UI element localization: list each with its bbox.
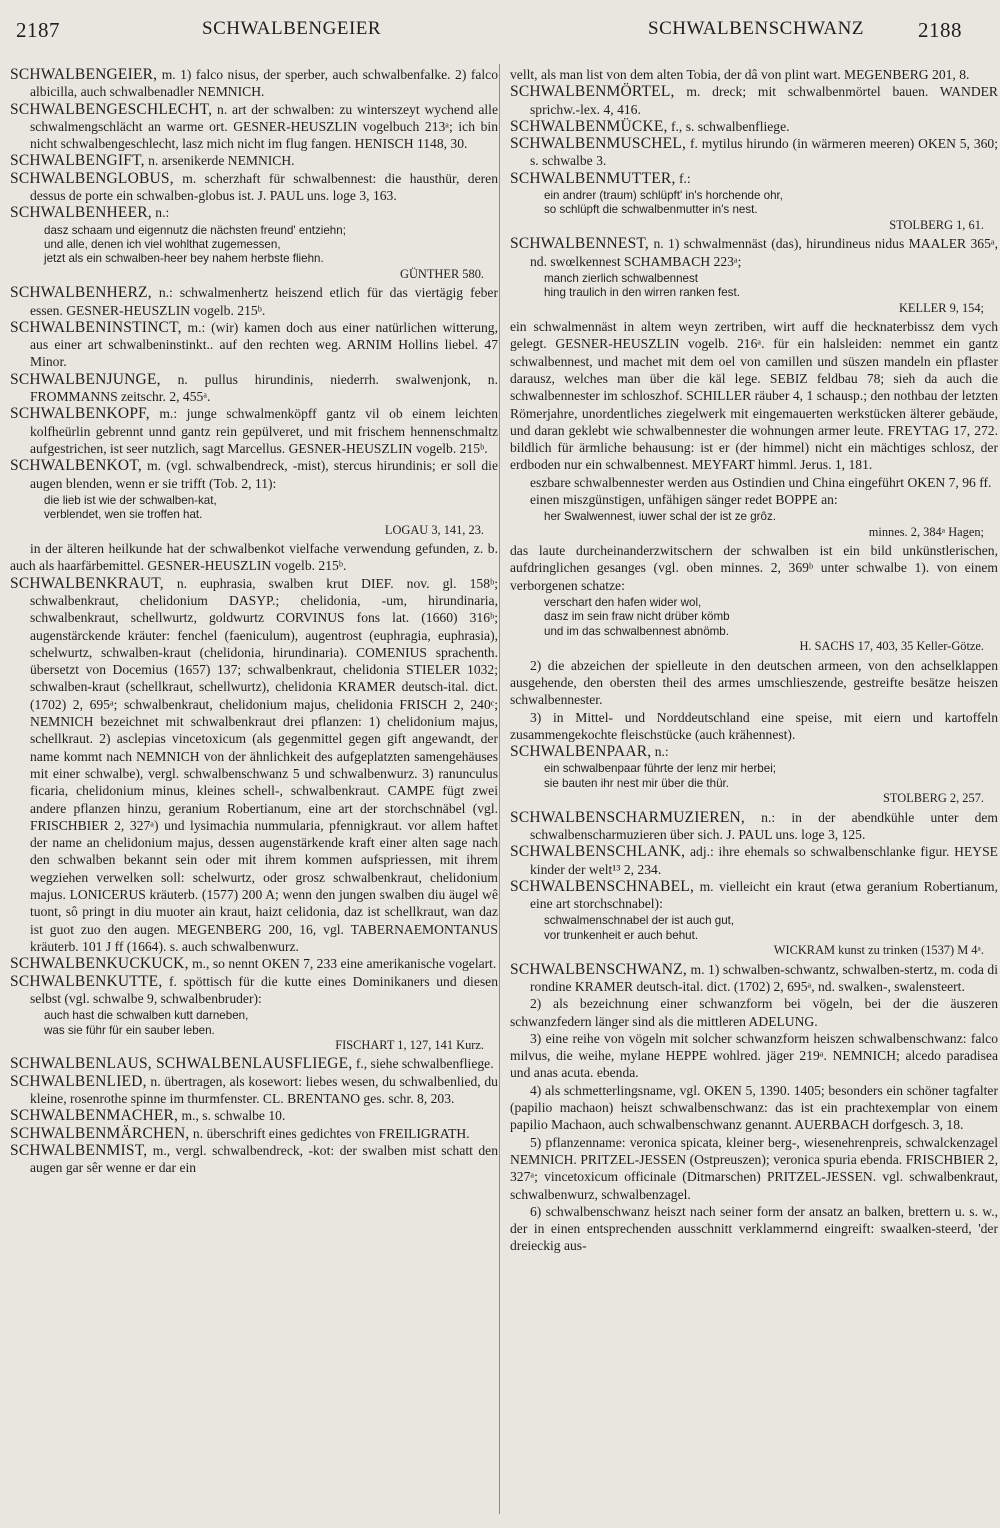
running-headword-left: SCHWALBENGEIER bbox=[202, 18, 382, 39]
entry-text: n. übertragen, als kosewort: liebes wesen, du schwalbenlied, du kleine, rosenrothe spinne im thurmfenster. CL. BRENTANO ges. schr. 8, 203. bbox=[30, 1073, 498, 1106]
entry-headword: SCHWALBENMÜCKE, bbox=[510, 117, 668, 135]
entry-headword: SCHWALBENKOT, bbox=[10, 457, 142, 475]
quotation-line: manch zierlich schwalbennest bbox=[544, 271, 699, 285]
entry-paragraph: einen miszgünstigen, unfähigen sänger redet BOPPE an: bbox=[530, 492, 838, 508]
entry-text: m. vielleicht ein kraut (etwa geranium Robertianum, eine art storchschnabel): bbox=[530, 878, 998, 912]
entry-text: m. scherzhaft für schwalbennest: die hausthür, deren dessus de porte ein schwalben-globus ist. J. PAUL uns. loge 3, 163. bbox=[30, 170, 498, 204]
entry-headword: SCHWALBENHERZ, bbox=[10, 284, 152, 302]
entry-text: f. spöttisch für die kutte eines Dominikaners und diesen selbst (vgl. schwalbe 9, schwalbenbruder): bbox=[30, 973, 498, 1006]
quotation-source: LOGAU 3, 141, 23. bbox=[384, 522, 484, 537]
entry-headword: SCHWALBENKRAUT, bbox=[10, 574, 164, 592]
dictionary-entry bbox=[10, 101, 498, 153]
entry-text: f., s. schwalbenfliege. bbox=[670, 118, 790, 134]
entry-text: m.: junge schwalmenköpff gantz vil ob einem leichten kolfheürlin gebrennt unnd gantz rein gepülveret, und mit frischem hennenschmaltz aufgestrichen, ist seer nutzlich, sagt Marcellus. GESNER-HEUSZLIN vogelb. 215ᵇ. bbox=[30, 406, 498, 456]
dictionary-entry bbox=[10, 319, 498, 371]
continuation-text: ein schwalmennäst in altem weyn zertriben, wirt auff die hecknaterbissz dem vych gelegt. GESNER-HEUSZLIN vogelb. 216ᵃ. für ein halsleiden: nemmet ein gantz schwalbennest, und machet mit dem oel von camillen und süszen mandeln ein pflaster darausz, welches man über die käl lege. SEBIZ feldbau 78; sieh da auch die schwalbennester im schloszhof. SCHILLER räuber 4, 1 schausp.; den nothbau der letzten Römerjahre, unordentliches ziegelwerk mit eingemauerten werkstücken älterer gebäude, und daran geklebt wie schwalbennester die wohnungen armer leute. FREYTAG 17, 272. bildlich für ärmliche behausung: ist er (der himmel) nicht ein mächtiges schlosz, der erdboden nur ein schwalbennest. MEYFART himml. Jerus. 1, 181. bbox=[510, 319, 998, 473]
quotation-line: dasz im sein fraw nicht drüber kömb bbox=[544, 610, 730, 624]
dictionary-entry bbox=[10, 170, 498, 205]
quotation-line: und alle, denen ich viel wohlthat zugemessen, bbox=[44, 238, 281, 252]
dictionary-entry bbox=[510, 809, 998, 844]
quotation-line: auch hast die schwalben kutt darneben, bbox=[44, 1009, 249, 1023]
entry-text: m., so nennt OKEN 7, 233 eine amerikanische vogelart. bbox=[192, 956, 497, 972]
quotation-line: so schlüpft die schwalbenmutter in's nest. bbox=[544, 203, 758, 217]
dictionary-entry bbox=[10, 575, 498, 956]
entry-text: n. art der schwalben: zu winterszeyt wychend alle schwalmengschlächt an warme ort. GESNER-HEUSZLIN vogelbuch 213ᵃ; ich bin nicht schwalbengeschlecht, lasz mich nicht im flug fangen. HENISCH 1148, 30. bbox=[30, 101, 498, 152]
entry-text: n. euphrasia, swalben krut DIEF. nov. gl. 158ᵇ; schwalbenkraut, chelidonium DASYP.; chelidonia, -um, hirundinaria, schwalbenkraut, schellwurtz, goldwurtz CORVINUS fons lat. (1660) 316ᵇ; augenstärckende kräuter: fenchel (faeniculum), augentrost (euphragia, euphrasia), schelwurtz, schwalben-kraut (chelidonia, hirundinaria). COMENIUS sprachenth. übersetzt von Docemius (1657) 137; schwalbenkraut, chelidonia STIELER 1032; schwalben-kraut (schellkraut, schellwurtz), chelidonia KRAMER deutsch-ital. dict. (1702) 2, 695ᵃ; schwalbenkraut, chelidonium majus, chelidonia FRISCH 2, 240ᶜ; NEMNICH bezeichnet mit schwalbenkraut drei pflanzen: 1) chelidonium majus, schellkraut. 2) asclepias vincetoxicum (als gegenmittel gegen gift angewandt, der name kommt nach NEMNICH von der ähnlichkeit des aufgeplatzten samengehäuses mit einer schwalbe), vergl. schwalbenschwanz 5 und schwalbenwurz. 3) ranunculus ficaria, chelidonium minus, kleines schell-, schwalbenkraut. CAMPE fügt zwei andere pflanzen hinzu, geranium Robertianum, eine art der storchschnäbel (vgl. FRISCHBIER 2, 327ᵃ) und lysimachia nummularia, pfennigkraut. vor allem haftet der name an chelidonium majus, dessen augenstärkende kraft einer alten sage nach den schwalben bekannt sein oder mit ihrem kommen aufspriessen, mit ihrem wegziehen verwelken soll: schelwurtz, oder grosz schwalbenkraut, chelidonium majus. LONICERUS kräuterb. (1577) 200 A; wenn den jungen swalben diu äugel wê tuont, sô pringt in diu muoter ain kraut, haizt celidonia, daz ist schellkraut, wan daz ist guot zuo den augen. MEGENBERG 200, 16, vgl. TABERNAEMONTANUS kräuterb. 101 J ff (1664). s. auch schwalbenwurz. bbox=[30, 575, 498, 954]
entry-text: m.: (wir) kamen doch aus einer natürlichen witterung, aus einer art schwalbeninstinkt.. auf den rechten weg. ARNIM Hollins liebel. 47 Minor. bbox=[30, 319, 498, 370]
quotation-line: die lieb ist wie der schwalben-kat, bbox=[44, 493, 217, 507]
dictionary-entry bbox=[510, 135, 998, 170]
left-column bbox=[10, 66, 498, 1521]
quotation-line: dasz schaam und eigennutz die nächsten freund' entziehn; bbox=[44, 223, 346, 237]
dictionary-entry bbox=[10, 973, 498, 1008]
dictionary-entry bbox=[10, 371, 498, 406]
entry-headword: SCHWALBENINSTINCT, bbox=[10, 318, 182, 336]
quotation-line: hing traulich in den wirren ranken fest. bbox=[544, 286, 740, 300]
quotation-line: ein andrer (traum) schlüpft' in's horchende ohr, bbox=[544, 189, 784, 203]
entry-paragraph: 2) die abzeichen der spielleute in den deutschen armeen, von den achselklappen ausgehende, den obersten theil des armes umschlieszende, gestreifte besätze heiszen schwalbennester. bbox=[510, 657, 998, 708]
running-headword-right: SCHWALBENSCHWANZ bbox=[648, 18, 864, 39]
quotation-block bbox=[10, 1009, 498, 1052]
quotation-block bbox=[510, 762, 998, 805]
quotation-source: WICKRAM kunst zu trinken (1537) M 4ᵃ. bbox=[773, 943, 984, 958]
dictionary-entry bbox=[10, 1142, 498, 1177]
quotation-source: GÜNTHER 580. bbox=[400, 266, 484, 281]
entry-text: m. 1) falco nisus, der sperber, auch schwalbenfalke. 2) falco albicilla, auch schwalbenadler NEMNICH. bbox=[30, 67, 498, 100]
entry-text: f., siehe schwalbenfliege. bbox=[355, 1056, 494, 1072]
entry-paragraph: 3) in Mittel- und Norddeutschland eine speise, mit eiern und kartoffeln zusammengekochte fleischstücke (auch krähennest). bbox=[510, 709, 998, 742]
entry-headword: SCHWALBENMÄRCHEN, bbox=[10, 1124, 190, 1142]
quotation-line: vor trunkenheit er auch behut. bbox=[544, 928, 699, 942]
dictionary-entry bbox=[10, 1073, 498, 1108]
entry-text: m. (vgl. schwalbendreck, -mist), stercus hirundinis; er soll die augen blenden, wenn er sie trifft (Tob. 2, 11): bbox=[30, 458, 498, 491]
entry-text: n. pullus hirundinis, niederrh. swalwenjonk, n. FROMMANNS zeitschr. 2, 455ᵃ. bbox=[30, 371, 498, 405]
dictionary-entry bbox=[10, 204, 498, 221]
quotation-line: jetzt als ein schwalben-heer bey nahem herbste fliehn. bbox=[44, 252, 324, 266]
entry-headword: SCHWALBENMUTTER, bbox=[510, 169, 676, 187]
entry-headword: SCHWALBENKUCKUCK, bbox=[10, 955, 189, 973]
entry-headword: SCHWALBENSCHARMUZIEREN, bbox=[510, 808, 745, 826]
dictionary-entry bbox=[10, 1055, 498, 1072]
entry-headword: SCHWALBENMACHER, bbox=[10, 1107, 179, 1125]
entry-text: n.: bbox=[654, 744, 669, 760]
quotation-source: minnes. 2, 384ᵃ Hagen; bbox=[868, 524, 984, 539]
entry-text: m. dreck; mit schwalbenmörtel bauen. WANDER sprichw.-lex. 4, 416. bbox=[530, 84, 998, 117]
entry-text: n.: bbox=[155, 205, 170, 221]
entry-text: n. arsenikerde NEMNICH. bbox=[148, 153, 295, 169]
entry-headword: SCHWALBENHEER, bbox=[10, 204, 152, 222]
entry-text: n. überschrift eines gedichtes von FREILIGRATH. bbox=[192, 1125, 470, 1141]
quotation-line: und im das schwalbennest abnömb. bbox=[544, 624, 729, 638]
entry-headword: SCHWALBENMIST, bbox=[10, 1141, 148, 1159]
entry-text: n.: schwalmenhertz heiszend etlich für das viertägig feber essen. GESNER-HEUSZLIN vogelb. 215ᵇ. bbox=[30, 285, 498, 318]
entry-paragraph: eszbare schwalbennester werden aus Ostindien und China eingeführt OKEN 7, 96 ff. bbox=[530, 474, 992, 490]
entry-headword: SCHWALBENJUNGE, bbox=[10, 370, 161, 388]
dictionary-entry bbox=[510, 743, 998, 760]
entry-text: n.: in der abendkühle unter dem schwalbenscharmuzieren über sich. J. PAUL uns. loge 3, 125. bbox=[530, 809, 998, 842]
entry-paragraph: 6) schwalbenschwanz heiszt nach seiner form der ansatz an balken, brettern u. s. w., der in einen entsprechenden ausschnitt verklammernd eingreift: swaalken-steerd, 'der dreieckig aus- bbox=[510, 1203, 998, 1254]
entry-headword: SCHWALBENPAAR, bbox=[510, 743, 652, 761]
dictionary-entry bbox=[510, 961, 998, 996]
quotation-block bbox=[510, 272, 998, 315]
entry-headword: SCHWALBENSCHNABEL, bbox=[510, 877, 695, 895]
continuation-text: das laute durcheinanderzwitschern der schwalben ist ein bild unkünstlerischen, aufdringlichen gesanges (vgl. oben minnes. 2, 369ᵇ unter schwalbe 1). von einem verborgenen schatze: bbox=[510, 543, 998, 593]
entry-text: f. mytilus hirundo (in wärmeren meeren) OKEN 5, 360; s. schwalbe 3. bbox=[530, 136, 998, 169]
dictionary-entry bbox=[10, 1125, 498, 1142]
continuation-text: vellt, als man list von dem alten Tobia, der dâ von plint wart. MEGENBERG 201, 8. bbox=[510, 67, 970, 82]
entry-headword: SCHWALBENMÖRTEL, bbox=[510, 83, 675, 101]
quotation-line: verschart den hafen wider wol, bbox=[544, 596, 702, 610]
dictionary-entry bbox=[10, 457, 498, 492]
quotation-line: verblendet, wen sie troffen hat. bbox=[44, 508, 203, 522]
dictionary-entry bbox=[10, 955, 498, 972]
dictionary-entry bbox=[10, 66, 498, 101]
entry-headword: SCHWALBENSCHLANK, bbox=[510, 843, 686, 861]
dictionary-entry bbox=[10, 152, 498, 169]
entry-text: n. 1) schwalmennäst (das), hirundineus nidus MAALER 365ᵃ, nd. swœlkennest SCHAMBACH 223ᵃ; bbox=[530, 236, 998, 269]
quotation-source: STOLBERG 2, 257. bbox=[883, 791, 984, 806]
running-header bbox=[0, 8, 1000, 48]
quotation-source: FISCHART 1, 127, 141 Kurz. bbox=[335, 1037, 484, 1052]
entry-paragraph: 5) pflanzenname: veronica spicata, kleiner berg-, wiesenehrenpreis, schwalckenzagel NEMNICH. PRITZEL-JESSEN (Ostpreuszen); veronica spuria ebenda. FRISCHBIER 2, 327ᵃ; vincetoxicum officinale (Ditmarschen) PRITZEL-JESSEN. vgl. schwalbenkraut, schwalbenwurz, schwalbenzagel. bbox=[510, 1134, 998, 1202]
page-number-left: 2187 bbox=[16, 18, 60, 42]
entry-headword: SCHWALBENGIFT, bbox=[10, 152, 145, 170]
entry-headword: SCHWALBENNEST, bbox=[510, 235, 650, 253]
entry-headword: SCHWALBENKUTTE, bbox=[10, 972, 163, 990]
entry-headword: SCHWALBENGEIER, bbox=[10, 66, 158, 83]
quotation-block bbox=[10, 494, 498, 537]
quotation-block bbox=[10, 224, 498, 282]
dictionary-entry bbox=[510, 878, 998, 913]
dictionary-entry bbox=[510, 170, 998, 187]
quotation-line: ein schwalbenpaar führte der lenz mir herbei; bbox=[544, 762, 776, 776]
entry-headword: SCHWALBENGESCHLECHT, bbox=[10, 100, 213, 118]
page-number-right: 2188 bbox=[918, 18, 962, 42]
entry-paragraph: 2) als bezeichnung einer schwanzform bei vögeln, bei der die äuszeren schwanzfedern länger sind als die mittleren ADELUNG. bbox=[510, 996, 998, 1029]
quotation-line: her Swalwennest, iuwer schal der ist ze grôz. bbox=[544, 510, 776, 524]
right-column bbox=[510, 66, 998, 1521]
quotation-source: KELLER 9, 154; bbox=[898, 300, 984, 315]
entry-headword: SCHWALBENMUSCHEL, bbox=[510, 135, 687, 153]
entry-paragraph: 4) als schmetterlingsname, vgl. OKEN 5, 1390. 1405; besonders ein schöner tagfalter (papilio machaon) heiszt schwalbenschwanz: das ist ein prachtexemplar von einem papilio Machaon, auch schwalbenschwanz genannt. AUERBACH dorfgesch. 3, 18. bbox=[510, 1082, 998, 1133]
quotation-block bbox=[510, 510, 998, 539]
quotation-block bbox=[510, 914, 998, 957]
entry-headword: SCHWALBENLAUS, SCHWALBENLAUSFLIEGE, bbox=[10, 1055, 353, 1073]
entry-text: m., vergl. schwalbendreck, -kot: der swalben mist schatt den augen gar sêr wenne er dar ein bbox=[30, 1142, 498, 1176]
entry-paragraph: in der älteren heilkunde hat der schwalbenkot vielfache verwendung gefunden, z. b. auch als haarfärbemittel. GESNER-HEUSZLIN vogelb. 215ᵇ. bbox=[10, 541, 498, 574]
entry-headword: SCHWALBENLIED, bbox=[10, 1072, 147, 1090]
dictionary-entry bbox=[10, 1107, 498, 1124]
entry-text: m. 1) schwalben-schwantz, schwalben-stertz, m. coda di rondine KRAMER deutsch-ital. dict. (1702) 2, 695ᵃ, nd. swalken-, swalensteert. bbox=[530, 961, 998, 994]
entry-headword: SCHWALBENSCHWANZ, bbox=[510, 960, 687, 978]
quotation-source: STOLBERG 1, 61. bbox=[889, 217, 984, 232]
quotation-line: schwalmenschnabel der ist auch gut, bbox=[544, 914, 735, 928]
entry-text: adj.: ihre ehemals so schwalbenschlanke figur. HEYSE kinder der welt¹³ 2, 234. bbox=[530, 844, 998, 877]
quotation-line: sie bauten ihr nest mir über die thür. bbox=[544, 776, 729, 790]
entry-headword: SCHWALBENGLOBUS, bbox=[10, 169, 174, 187]
dictionary-entry bbox=[10, 405, 498, 457]
entry-text: m., s. schwalbe 10. bbox=[181, 1108, 286, 1124]
entry-text: f.: bbox=[678, 170, 691, 186]
dictionary-entry bbox=[510, 83, 998, 118]
column-divider bbox=[499, 64, 500, 1514]
quotation-block bbox=[510, 596, 998, 654]
entry-paragraph: 3) eine reihe von vögeln mit solcher schwanzform heiszen schwalbenschwanz: falco milvus, die weihe, mylane HEPPE wohlred. jäger 219ᵃ. NEMNICH; alcedo paradisea und anas acuta. ebenda. bbox=[510, 1030, 998, 1081]
quotation-line: was sie führ für ein sauber leben. bbox=[44, 1023, 215, 1037]
quotation-source: H. SACHS 17, 403, 35 Keller-Götze. bbox=[799, 639, 984, 654]
entry-headword: SCHWALBENKOPF, bbox=[10, 405, 150, 423]
dictionary-entry bbox=[510, 235, 998, 270]
dictionary-entry bbox=[510, 118, 998, 135]
dictionary-entry bbox=[10, 284, 498, 319]
dictionary-entry bbox=[510, 843, 998, 878]
quotation-block bbox=[510, 189, 998, 232]
